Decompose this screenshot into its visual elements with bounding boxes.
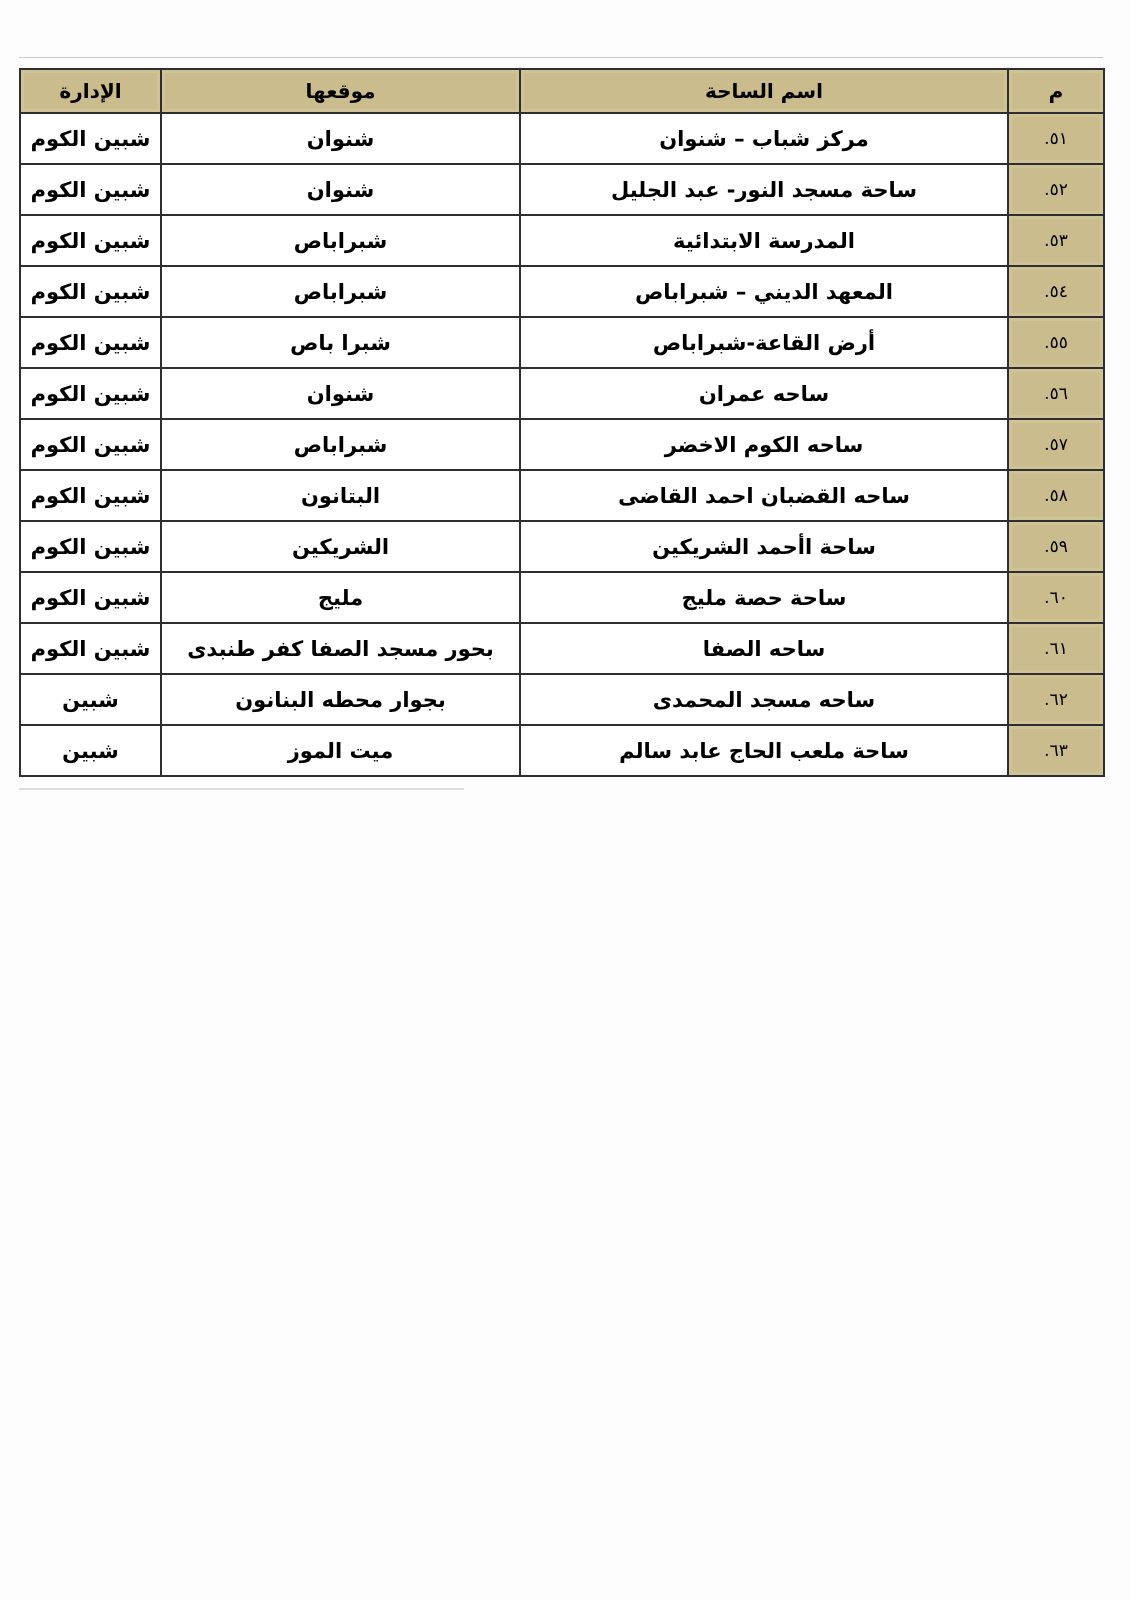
row-number-cell: ٥٨. — [1008, 470, 1104, 521]
location-cell: شبراباص — [161, 419, 520, 470]
row-number-cell: ٥٤. — [1008, 266, 1104, 317]
admin-cell: شبين الكوم — [20, 164, 161, 215]
location-cell: شنوان — [161, 368, 520, 419]
header-row — [20, 69, 1104, 113]
square-name-cell: المدرسة الابتدائية — [520, 215, 1008, 266]
scan-artifact-line-bottom — [19, 788, 464, 790]
squares-table — [19, 68, 1105, 777]
square-name-cell: ساحه الكوم الاخضر — [520, 419, 1008, 470]
square-name-cell: ساحة اأحمد الشريكين — [520, 521, 1008, 572]
table-row — [20, 164, 1104, 215]
admin-cell: شبين — [20, 674, 161, 725]
location-cell: الشريكين — [161, 521, 520, 572]
table-row — [20, 266, 1104, 317]
row-number-cell: ٥١. — [1008, 113, 1104, 164]
row-number-cell: ٦١. — [1008, 623, 1104, 674]
admin-cell: شبين الكوم — [20, 368, 161, 419]
header-number: م — [1008, 69, 1104, 113]
admin-cell: شبين الكوم — [20, 266, 161, 317]
admin-cell: شبين الكوم — [20, 623, 161, 674]
table-row — [20, 572, 1104, 623]
square-name-cell: المعهد الديني – شبراباص — [520, 266, 1008, 317]
admin-cell: شبين الكوم — [20, 419, 161, 470]
table-row — [20, 674, 1104, 725]
admin-cell: شبين الكوم — [20, 113, 161, 164]
admin-cell: شبين الكوم — [20, 470, 161, 521]
row-number-cell: ٦٣. — [1008, 725, 1104, 776]
admin-cell: شبين الكوم — [20, 317, 161, 368]
location-cell: البتانون — [161, 470, 520, 521]
location-cell: مليج — [161, 572, 520, 623]
table-row — [20, 113, 1104, 164]
location-cell: بجوار محطه البنانون — [161, 674, 520, 725]
row-number-cell: ٥٢. — [1008, 164, 1104, 215]
square-name-cell: ساحة حصة مليج — [520, 572, 1008, 623]
table-row — [20, 470, 1104, 521]
table-row — [20, 623, 1104, 674]
table-row — [20, 419, 1104, 470]
square-name-cell: ساحه القضبان احمد القاضى — [520, 470, 1008, 521]
square-name-cell: ساحه عمران — [520, 368, 1008, 419]
row-number-cell: ٥٣. — [1008, 215, 1104, 266]
square-name-cell: ساحه مسجد المحمدى — [520, 674, 1008, 725]
location-cell: شبراباص — [161, 266, 520, 317]
table-row — [20, 725, 1104, 776]
square-name-cell: مركز شباب – شنوان — [520, 113, 1008, 164]
table-row — [20, 368, 1104, 419]
admin-cell: شبين الكوم — [20, 215, 161, 266]
table-row — [20, 317, 1104, 368]
location-cell: بحور مسجد الصفا كفر طنبدى — [161, 623, 520, 674]
location-cell: شبرا باص — [161, 317, 520, 368]
table-body — [20, 113, 1104, 776]
row-number-cell: ٦٢. — [1008, 674, 1104, 725]
square-name-cell: ساحة ملعب الحاج عابد سالم — [520, 725, 1008, 776]
header-location: موقعها — [161, 69, 520, 113]
square-name-cell: ساحة مسجد النور- عبد الجليل — [520, 164, 1008, 215]
row-number-cell: ٥٧. — [1008, 419, 1104, 470]
table-row — [20, 215, 1104, 266]
row-number-cell: ٥٩. — [1008, 521, 1104, 572]
row-number-cell: ٥٥. — [1008, 317, 1104, 368]
square-name-cell: أرض القاعة-شبراباص — [520, 317, 1008, 368]
table-row — [20, 521, 1104, 572]
location-cell: شنوان — [161, 113, 520, 164]
admin-cell: شبين الكوم — [20, 521, 161, 572]
row-number-cell: ٥٦. — [1008, 368, 1104, 419]
location-cell: شبراباص — [161, 215, 520, 266]
location-cell: شنوان — [161, 164, 520, 215]
header-square-name: اسم الساحة — [520, 69, 1008, 113]
table-header — [20, 69, 1104, 113]
scan-artifact-line-top — [19, 57, 1103, 58]
admin-cell: شبين — [20, 725, 161, 776]
admin-cell: شبين الكوم — [20, 572, 161, 623]
square-name-cell: ساحه الصفا — [520, 623, 1008, 674]
header-admin: الإدارة — [20, 69, 161, 113]
row-number-cell: ٦٠. — [1008, 572, 1104, 623]
location-cell: ميت الموز — [161, 725, 520, 776]
